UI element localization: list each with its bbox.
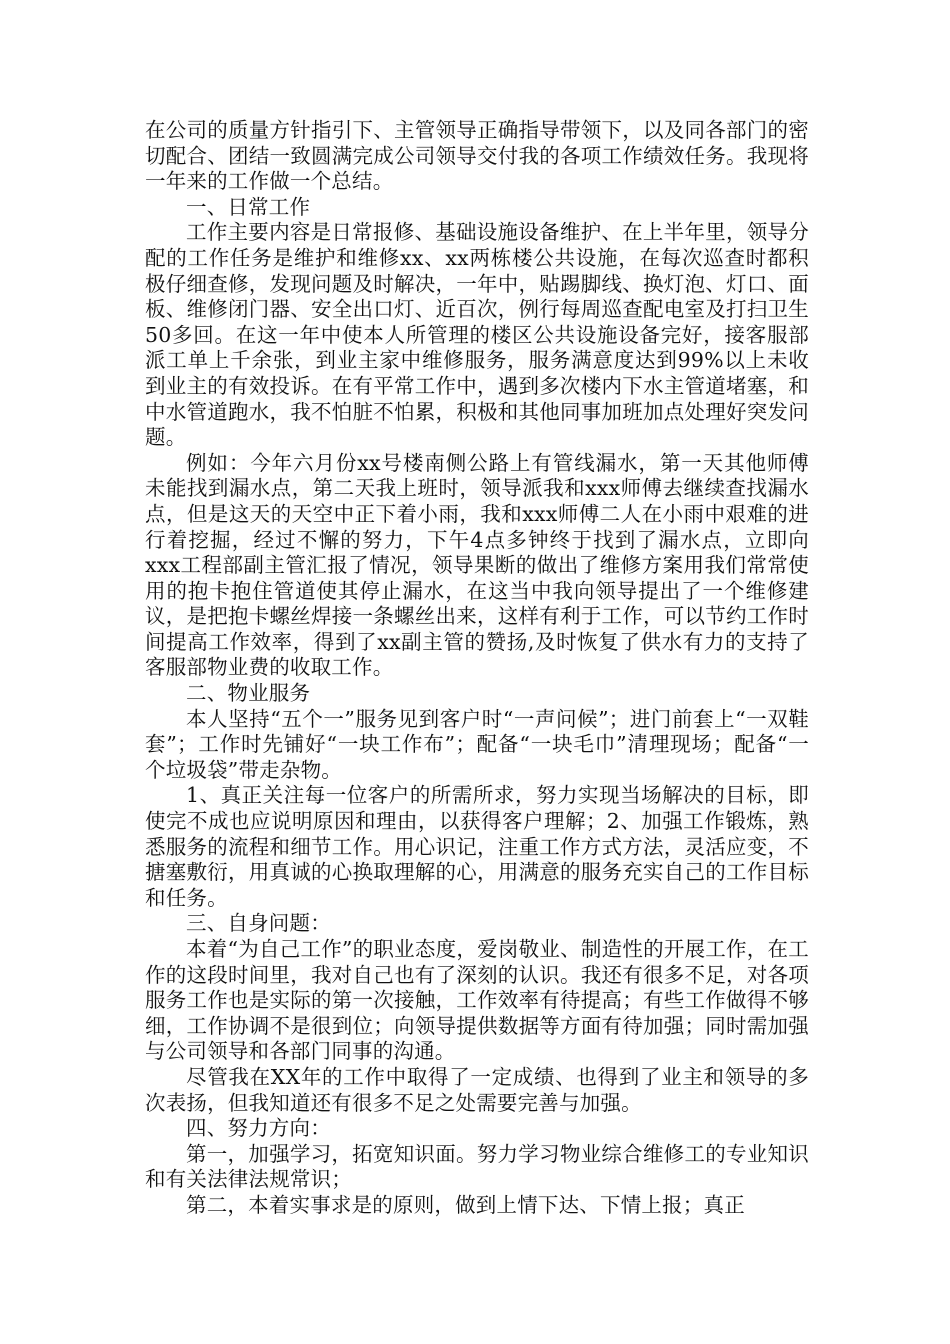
intro-paragraph: 在公司的质量方针指引下、主管领导正确指导带领下，以及同各部门的密切配合、团结一致圆满完成公司领导交付我的各项工作绩效任务。我现将一年来的工作做一个总结。 xyxy=(145,118,809,194)
paragraph-five-ones: 本人坚持“五个一”服务见到客户时“一声问候”；进门前套上“一双鞋套”；工作时先铺好“一块工作布”；配备“一块毛巾”清理现场；配备“一个垃圾袋”带走杂物。 xyxy=(145,706,809,782)
paragraph-example: 例如：今年六月份xx号楼南侧公路上有管线漏水，第一天其他师傅未能找到漏水点，第二天我上班时，领导派我和xxx师傅去继续查找漏水点，但是这天的天空中正下着小雨，我和xxx师傅二人在小雨中艰难的进行着挖掘，经过不懈的努力，下午4点多钟终于找到了漏水点，立即向xxx工程部副主管汇报了情况，领导果断的做出了维修方案用我们常常使用的抱卡抱住管道使其停止漏水，在这当中我向领导提出了一个维修建议，是把抱卡螺丝焊接一条螺丝出来，这样有利于工作，可以节约工作时间提高工作效率，得到了xx副主管的赞扬,及时恢复了供水有力的支持了客服部物业费的收取工作。 xyxy=(145,450,809,680)
section-heading-self-issues: 三、自身问题： xyxy=(186,911,331,936)
paragraph-direction-first: 第一，加强学习，拓宽知识面。努力学习物业综合维修工的专业知识和有关法律法规常识； xyxy=(145,1141,809,1192)
paragraph-daily-work: 工作主要内容是日常报修、基础设施设备维护、在上半年里，领导分配的工作任务是维护和维修xx、xx两栋楼公共设施，在每次巡查时都积极仔细查修，发现问题及时解决，一年中，贴踢脚线、换灯泡、灯口、面板、维修闭门器、安全出口灯、近百次，例行每周巡查配电室及打扫卫生50多回。在这一年中使本人所管理的楼区公共设施设备完好，接客服部派工单上千余张，到业主家中维修服务，服务满意度达到99%以上未收到业主的有效投诉。在有平常工作中，遇到多次楼内下水主管道堵塞，和中水管道跑水，我不怕脏不怕累，积极和其他同事加班加点处理好突发问题。 xyxy=(145,220,809,450)
section-heading-direction: 四、努力方向： xyxy=(186,1116,331,1141)
paragraph-self-assessment: 本着“为自己工作”的职业态度，爱岗敬业、制造性的开展工作，在工作的这段时间里，我对自己也有了深刻的认识。我还有很多不足，对各项服务工作也是实际的第一次接触，工作效率有待提高；有些工作做得不够细，工作协调不是很到位；向领导提供数据等方面有待加强；同时需加强与公司领导和各部门同事的沟通。 xyxy=(145,937,809,1064)
section-heading-daily-work: 一、日常工作 xyxy=(186,194,311,219)
section-heading-property-service: 二、物业服务 xyxy=(186,681,311,706)
paragraph-service-points: 1、真正关注每一位客户的所需所求，努力实现当场解决的目标，即使完不成也应说明原因和理由，以获得客户理解；2、加强工作锻炼，熟悉服务的流程和细节工作。用心识记，注重工作方式方法，灵活应变，不搪塞敷衍，用真诚的心换取理解的心，用满意的服务充实自己的工作目标和任务。 xyxy=(145,783,809,910)
paragraph-achievements: 尽管我在XX年的工作中取得了一定成绩、也得到了业主和领导的多次表扬，但我知道还有很多不足之处需要完善与加强。 xyxy=(145,1064,809,1115)
document-body xyxy=(145,118,809,1219)
paragraph-direction-second: 第二，本着实事求是的原则，做到上情下达、下情上报；真正 xyxy=(186,1192,745,1217)
